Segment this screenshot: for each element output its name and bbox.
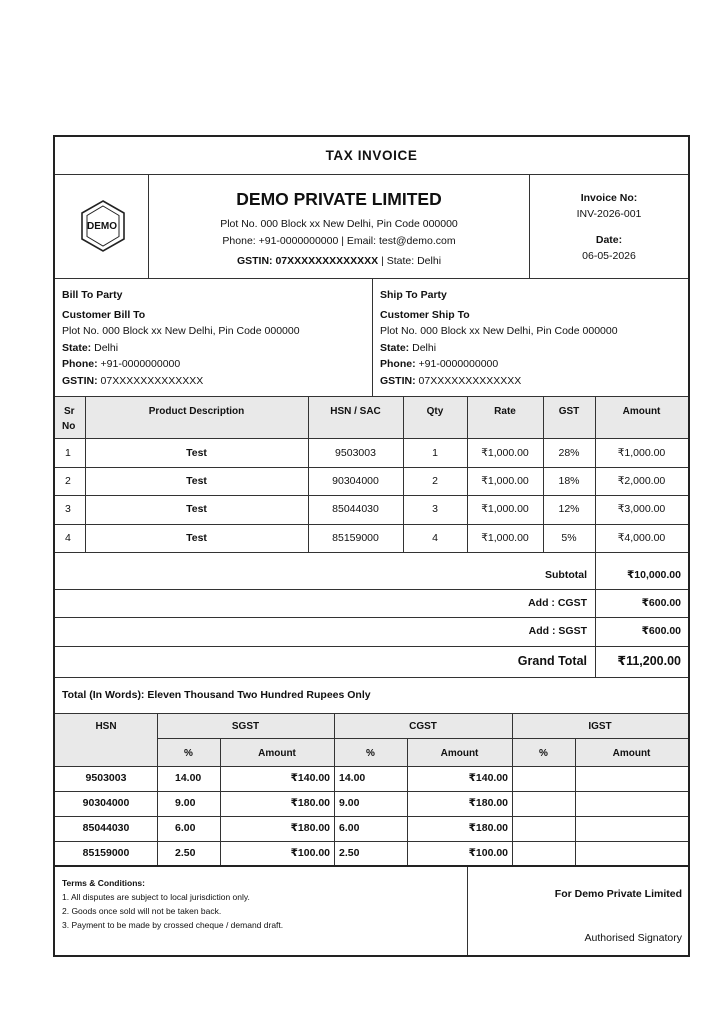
- terms-item: 3. Payment to be made by crossed cheque / demand draft.: [62, 920, 284, 930]
- ship-to-state-line: [380, 342, 436, 355]
- tax-header-cgst: CGST: [409, 721, 437, 732]
- product-table: [55, 397, 688, 553]
- subtotal-value: ₹10,000.00: [626, 569, 681, 581]
- table-row: [55, 524, 688, 553]
- bill-to-address: Plot No. 000 Block xx New Delhi, Pin Code 000000: [62, 325, 300, 337]
- header-amount: Amount: [622, 406, 661, 417]
- company-address: Plot No. 000 Block xx New Delhi, Pin Code 000000: [220, 218, 458, 230]
- invoice-date-label: Date:: [595, 234, 623, 246]
- tax-row-sgst-amount: ₹180.00: [290, 797, 330, 809]
- header-hsn: HSN / SAC: [330, 406, 381, 417]
- invoice-number: INV-2026-001: [576, 208, 642, 220]
- tax-breakdown-table: [55, 714, 688, 867]
- bill-to-heading: Bill To Party: [62, 289, 123, 301]
- amount-in-words: [55, 678, 688, 714]
- tax-header-igst: IGST: [588, 721, 612, 732]
- table-row: [55, 439, 688, 467]
- bill-to-name: Customer Bill To: [62, 309, 146, 321]
- row-amount: ₹1,000.00: [617, 447, 666, 459]
- party-details: [55, 279, 688, 397]
- tax-row-cgst-pct: 9.00: [339, 797, 360, 809]
- row-hsn: 85159000: [332, 532, 379, 544]
- ship-to-address: Plot No. 000 Block xx New Delhi, Pin Code 000000: [380, 325, 618, 337]
- tax-subheader-cgst-pct: %: [366, 748, 375, 759]
- cgst-value: ₹600.00: [641, 597, 681, 609]
- bill-to-phone-label: Phone:: [62, 358, 98, 370]
- tax-row-sgst-pct: 6.00: [175, 822, 196, 834]
- row-amount: ₹4,000.00: [617, 532, 666, 544]
- tax-row: [55, 766, 688, 791]
- tax-subheader-sgst-amount: Amount: [258, 748, 296, 759]
- ship-to-phone-line: [380, 358, 498, 371]
- invoice-title: TAX INVOICE: [55, 137, 688, 175]
- company-header: [55, 175, 688, 279]
- tax-subheader-igst-pct: %: [539, 748, 548, 759]
- tax-header-hsn: HSN: [95, 721, 117, 732]
- ship-to-gstin-line: [380, 375, 521, 388]
- invoice-meta: [530, 175, 688, 279]
- ship-to-gstin: 07XXXXXXXXXXXXX: [415, 375, 522, 387]
- tax-row-cgst-pct: 14.00: [339, 772, 366, 784]
- terms-item: 2. Goods once sold will not be taken back.: [62, 906, 222, 916]
- bill-to-state-label: State:: [62, 342, 92, 354]
- bill-to-state-line: [62, 342, 118, 355]
- tax-subheader-igst-amount: Amount: [612, 748, 651, 759]
- table-row: [55, 467, 688, 495]
- ship-to-phone-label: Phone:: [380, 358, 416, 370]
- tax-invoice-document: [53, 135, 690, 957]
- tax-row-cgst-pct: 2.50: [339, 847, 360, 859]
- tax-row-cgst-amount: ₹140.00: [468, 772, 508, 784]
- tax-row-cgst-amount: ₹100.00: [468, 847, 508, 859]
- tax-row: [55, 791, 688, 816]
- terms-heading: Terms & Conditions:: [62, 878, 145, 888]
- bill-to-gstin: 07XXXXXXXXXXXXX: [97, 375, 204, 387]
- header-sr: Sr: [64, 406, 75, 417]
- tax-row-sgst-pct: 9.00: [175, 797, 196, 809]
- tax-subheader-cgst-amount: Amount: [440, 748, 479, 759]
- row-qty: 4: [432, 532, 438, 544]
- row-description: Test: [186, 503, 207, 515]
- row-rate: ₹1,000.00: [481, 475, 529, 487]
- ship-to-state-label: State:: [380, 342, 410, 354]
- bill-to-state: Delhi: [91, 342, 119, 354]
- tax-row: [55, 816, 688, 841]
- company-gstin: GSTIN: 07XXXXXXXXXXXXX: [236, 255, 379, 267]
- row-qty: 3: [432, 503, 438, 515]
- row-description: Test: [186, 475, 207, 487]
- row-description: Test: [186, 532, 207, 544]
- company-info: [149, 175, 530, 279]
- tax-row-cgst-amount: ₹180.00: [468, 822, 508, 834]
- tax-row-sgst-amount: ₹100.00: [290, 847, 330, 859]
- company-gstin-line: [149, 255, 529, 267]
- row-sr: 2: [65, 475, 71, 487]
- row-rate: ₹1,000.00: [481, 447, 529, 459]
- tax-row-hsn: 9503003: [85, 772, 127, 784]
- header-description: Product Description: [148, 406, 245, 417]
- row-hsn: 9503003: [335, 447, 376, 459]
- ship-to-name: Customer Ship To: [380, 309, 470, 321]
- row-sr: 4: [65, 532, 71, 544]
- tax-row-cgst-pct: 6.00: [339, 822, 360, 834]
- row-amount: ₹3,000.00: [617, 503, 666, 515]
- header-rate: Rate: [494, 406, 516, 417]
- cgst-label: Add : CGST: [528, 597, 587, 609]
- sgst-label: Add : SGST: [528, 625, 587, 637]
- row-sr: 3: [65, 503, 71, 515]
- logo-text: DEMO: [87, 221, 117, 232]
- header-qty: Qty: [426, 406, 444, 417]
- sgst-value: ₹600.00: [641, 625, 681, 637]
- row-amount: ₹2,000.00: [617, 475, 666, 487]
- tax-row-sgst-amount: ₹180.00: [290, 822, 330, 834]
- tax-row-hsn: 85044030: [82, 822, 130, 834]
- invoice-date: 06-05-2026: [582, 250, 636, 262]
- bill-to-gstin-label: GSTIN:: [62, 375, 98, 387]
- authorised-signatory: Authorised Signatory: [584, 932, 682, 944]
- tax-subheader-sgst-pct: %: [184, 748, 193, 759]
- tax-row-hsn: 85159000: [82, 847, 130, 859]
- company-contact: Phone: +91-0000000000 | Email: test@demo.com: [222, 235, 456, 247]
- bill-to-phone: +91-0000000000: [97, 358, 181, 370]
- tax-row-sgst-pct: 14.00: [175, 772, 202, 784]
- header-no: No: [62, 421, 76, 432]
- tax-row: [55, 841, 688, 865]
- ship-to-phone: +91-0000000000: [415, 358, 499, 370]
- footer-section: [55, 867, 688, 955]
- row-hsn: 85044030: [332, 503, 379, 515]
- amount-in-words-text: Total (In Words): Eleven Thousand Two Hundred Rupees Only: [62, 689, 371, 701]
- tax-header-sgst: SGST: [231, 721, 260, 732]
- row-gst: 5%: [561, 532, 577, 544]
- tax-row-hsn: 90304000: [82, 797, 130, 809]
- for-company-label: For Demo Private Limited: [554, 888, 682, 900]
- logo-cell: [55, 175, 149, 279]
- table-row: [55, 495, 688, 524]
- row-gst: 18%: [558, 475, 580, 487]
- row-rate: ₹1,000.00: [481, 532, 529, 544]
- row-sr: 1: [65, 447, 71, 459]
- row-qty: 1: [432, 447, 438, 459]
- row-gst: 12%: [558, 503, 580, 515]
- ship-to-gstin-label: GSTIN:: [380, 375, 416, 387]
- row-description: Test: [186, 447, 207, 459]
- tax-row-cgst-amount: ₹180.00: [468, 797, 508, 809]
- subtotal-label: Subtotal: [545, 569, 587, 581]
- row-hsn: 90304000: [332, 475, 379, 487]
- row-gst: 28%: [558, 447, 580, 459]
- terms-item: 1. All disputes are subject to local jurisdiction only.: [62, 892, 250, 902]
- ship-to-heading: Ship To Party: [380, 289, 447, 301]
- invoice-number-label: Invoice No:: [580, 192, 638, 204]
- grand-total-label: Grand Total: [517, 654, 587, 668]
- totals-section: [55, 553, 688, 678]
- grand-total-value: ₹11,200.00: [617, 654, 681, 668]
- header-gst: GST: [558, 406, 580, 417]
- tax-row-sgst-pct: 2.50: [175, 847, 196, 859]
- row-rate: ₹1,000.00: [481, 503, 529, 515]
- company-state: | State: Delhi: [378, 255, 442, 267]
- tax-row-sgst-amount: ₹140.00: [290, 772, 330, 784]
- row-qty: 2: [432, 475, 438, 487]
- company-name: DEMO PRIVATE LIMITED: [236, 189, 442, 209]
- bill-to-gstin-line: [62, 375, 203, 388]
- ship-to-state: Delhi: [409, 342, 437, 354]
- bill-to-phone-line: [62, 358, 180, 371]
